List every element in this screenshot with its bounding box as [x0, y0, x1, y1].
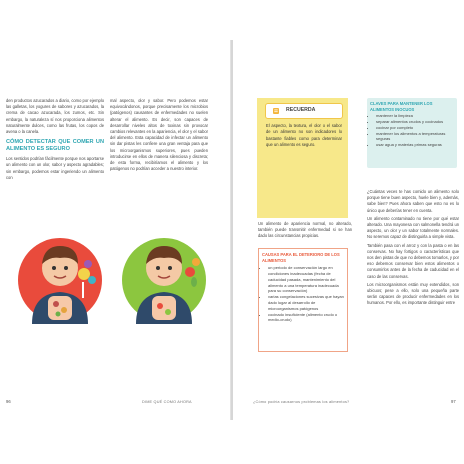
- left-col2-paragraph: mal aspecto, olor y sabor. Pero podemos estar equivocándonos, porque precisamente los microbios (patógenos) causantes de enfermedades no suelen alterar el alimento. Es decir, son capaces de desarrollar niveles altos de toxinas sin provocar cambios relevantes en la apariencia, el olor y el sabor del alimento. Esta capacidad de infectar un alimento sin dar pistas les confiere una gran ventaja para que los microorganismos superiores, pues pueden introducirse en ellos de manera silenciosa y discreta; de esta forma, recibiríamos el alimento y los patógenos no podrían acceder a nuestro interior.: [110, 98, 208, 172]
- right-col2-paragraph-3: También pasa con el arroz y con la pasta o en las conservas. No hay fortigos o características que nos den pistas de que no debemos tomarlos, y por eso debemos conservar bien estos alimentos o consumirlos antes de la fecha de caducidad en el caso de las conservas.: [367, 242, 459, 279]
- causes-title: CAUSAS PARA EL DETERIORO DE LOS ALIMENTOS: [262, 252, 340, 263]
- boy-eating-candy-illustration: [12, 228, 108, 324]
- list-item: • varias congelaciones sucesivas que hayan dado lugar al desarrollo de microorganismos patógenos: [268, 294, 344, 311]
- list-item: • mantener la limpieza: [376, 113, 454, 119]
- page-number-left: 96: [6, 399, 11, 404]
- left-col1-paragraph-2: Los sentidos podrían fácilmente porque nos aportarse un alimento con un olor, sabor y aspecto agradables; sin embargo, podemos estar ingeriendo un alimento con: [6, 156, 104, 180]
- section-heading: CÓMO DETECTAR QUE COMER UN ALIMENTO ES SEGURO: [6, 139, 104, 153]
- right-page: [233, 40, 464, 420]
- list-item: • separar alimentos crudos y cocinados: [376, 119, 454, 125]
- right-col2-paragraph-2: Un alimento contaminado no tiene por qué estar alterado. Una mayonesa con salmonella tendrá un aspecto, un olor y un sabor totalmente normales. No seremos capaz de distinguirla a simple vista.: [367, 215, 459, 240]
- right-column-2: [367, 189, 459, 309]
- recuerda-title-box: [265, 103, 343, 119]
- keys-title: CLAVES PARA MANTENER LOS ALIMENTOS INOCUOS: [370, 101, 433, 112]
- right-col1-paragraph-1: Un alimento de apariencia normal, no alterado, también puede transmitir enfermedad si se han dado las circunstancias propicias.: [258, 221, 352, 239]
- list-item: • usar agua y materias primas seguras: [376, 142, 454, 148]
- recuerda-title: RECUERDA: [286, 107, 316, 113]
- running-footer-left: DIME QUÉ COMO AHORA: [142, 400, 192, 404]
- page-number-right: 97: [451, 399, 456, 404]
- keys-list: [370, 113, 454, 148]
- causes-list: [262, 265, 344, 323]
- right-col2-paragraph-4: Los microorganismos están muy extendidos, son ubicuos; pese a ello, solo una pequeña parte serán capaces de producir enfermedades en los humanos. Por ello, es importante distinguir entre: [367, 281, 459, 306]
- list-item: • mantener los alimentos a temperaturas seguras: [376, 131, 454, 143]
- recuerda-text: El aspecto, la textura, el olor o el sabor de un alimento no son indicadores lo bastante fiables como para determinar que un alimento es seguro.: [266, 123, 342, 147]
- causes-box: [258, 248, 348, 352]
- list-item: • cocinado insuficiente (alimento crudo o medio-crudo): [268, 312, 344, 324]
- keys-box: [367, 98, 457, 168]
- list-item: • cocinar por completo: [376, 125, 454, 131]
- right-col2-paragraph-1: ¿Cuántas veces te has comido un alimento solo porque tiene buen aspecto, huele bien y, además, sabe bien? Pues ahora saben que esto no es lo único que deberías tener en cuenta.: [367, 189, 459, 213]
- notebook-icon: [272, 107, 280, 115]
- left-column-1: [6, 98, 104, 183]
- left-col1-paragraph-1: den productos azucarados a diario, como por ejemplo las galletas, los yogures de sabores y azucarados, la crema de cacao azucarada, los zumos, etc. Sin embargo, la naturaleza sí nos proporciona alimentos naturalmente dulces, como las frutas, los copos de avena o la canela.: [6, 98, 104, 135]
- left-page: [0, 40, 231, 420]
- running-footer-right: ¿Cómo podría causarnos problemas los alimentos?: [253, 400, 350, 404]
- list-item: • un periodo de conservación largo en condiciones inadecuadas (fecha de caducidad pasada, mantenimiento del alimento a una temperatura inadecuada para su conservación): [268, 265, 344, 294]
- boy-eating-fruit-illustration: [116, 228, 212, 324]
- book-spread: [0, 40, 464, 420]
- left-column-2: [110, 98, 208, 174]
